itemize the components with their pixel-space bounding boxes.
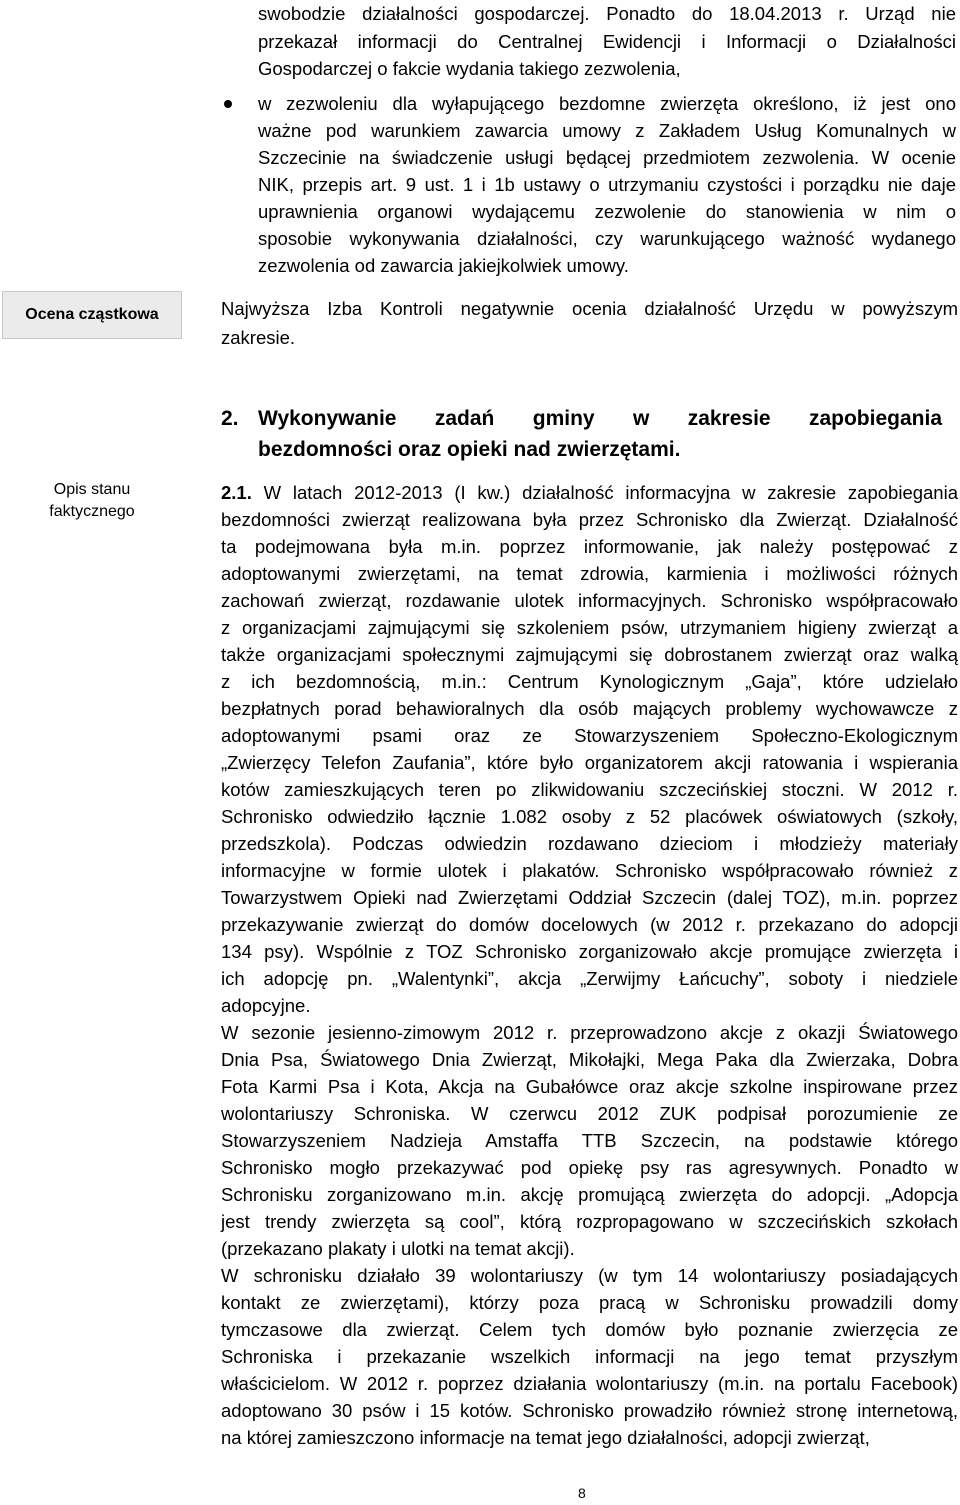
body-text-line: ich adopcję pn. „Walentynki”, akcja „Zerwijmy Łańcuchy”, soboty i niedziele [221, 968, 958, 989]
body-text-line: tymczasowe dla zwierząt. Celem tych domów było poznanie zwierzęcia ze [221, 1319, 958, 1340]
body-text-line: (przekazano plakaty i ulotki na temat akcji). [221, 1238, 575, 1259]
body-text-line: kontakt ze zwierzętami), którzy poza pracą w Schronisku prowadzili domy [221, 1292, 958, 1313]
body-text-line: informacyjne w formie ulotek i plakatów. Schronisko współpracowało również z [221, 860, 958, 881]
body-text-line: ta podejmowana była m.in. poprzez informowanie, jak należy postępować z [221, 536, 958, 557]
body-text-line: z organizacjami zajmującymi się szkoleniem psów, utrzymaniem higieny zwierząt a [221, 617, 958, 638]
section-title-line: Wykonywanie zadań gminy w zakresie zapobiegania [258, 407, 942, 430]
body-text-line: Stowarzyszeniem Nadzieja Amstaffa TTB Szczecin, na podstawie którego [221, 1130, 958, 1151]
body-text-line: Schronisko mogło przekazywać pod opiekę psy ras agresywnych. Ponadto w [221, 1157, 958, 1178]
body-text-line: adoptowano 30 psów i 15 kotów. Schronisko prowadziło również stronę internetową, [221, 1400, 958, 1421]
body-text-line: „Zwierzęcy Telefon Zaufania”, które było organizatorem akcji ratowania i wspierania [221, 752, 958, 773]
factual-state-label [2, 479, 182, 523]
body-text-line: także organizacjami społecznymi zajmującymi się dobrostanem zwierząt oraz walką [221, 644, 958, 665]
top-text-line: Gospodarczej o fakcie wydania takiego zezwolenia, [258, 58, 681, 79]
body-text-line: Schronisku zorganizowano m.in. akcję promującą zwierzęta do adopcji. „Adopcja [221, 1184, 958, 1205]
body-text-line: bezpłatnych porad behawioralnych dla osób mających problemy wychowawcze z [221, 698, 958, 719]
body-text-line: Towarzystwem Opieki nad Zwierzętami Oddział Szczecin (dalej TOZ), m.in. poprzez [221, 887, 958, 908]
bullet-text-line: ważne pod warunkiem zawarcia umowy z Zakładem Usług Komunalnych w [258, 120, 956, 141]
subsection-number: 2.1. [221, 482, 252, 503]
body-text-line: Dnia Psa, Światowego Dnia Zwierząt, Mikołajki, Mega Paka dla Zwierzaka, Dobra [221, 1049, 958, 1070]
body-text-line: adoptowanymi zwierzętami, na temat zdrowia, karmienia i możliwości różnych [221, 563, 958, 584]
section-number: 2. [221, 407, 239, 430]
bullet-text-line: zezwolenia od zawarcia jakiejkolwiek umowy. [258, 255, 629, 276]
page-number: 8 [578, 1485, 586, 1501]
bullet-text-line: sposobie wykonywania działalności, czy warunkującego ważność wydanego [258, 228, 956, 249]
body-text-line: na której zamieszczono informacje na temat jego działalności, adopcji zwierząt, [221, 1427, 870, 1448]
assessment-line: zakresie. [221, 327, 296, 348]
body-text-line: przedszkola). Podczas odwiedzin rozdawano dzieciom i młodzieży materiały [221, 833, 958, 854]
top-text-line: swobodzie działalności gospodarczej. Ponadto do 18.04.2013 r. Urząd nie [258, 3, 956, 24]
body-text-line: 134 psy). Wspólnie z TOZ Schronisko zorganizowało akcje promujące zwierzęta i [221, 941, 958, 962]
side-label-line: faktycznego [49, 503, 135, 520]
body-text-line: właścicielom. W 2012 r. poprzez działania wolontariuszy (m.in. na portalu Facebook) [221, 1373, 958, 1394]
body-text-line: Schroniska i przekazanie wszelkich informacji na jego temat przyszłym [221, 1346, 958, 1367]
section-title-line: bezdomności oraz opieki nad zwierzętami. [258, 438, 681, 461]
bullet-text-line: NIK, przepis art. 9 ust. 1 i 1b ustawy o utrzymaniu czystości i porządku nie daje [258, 174, 956, 195]
body-text-line: przekazywanie zwierząt do domów docelowych (w 2012 r. przekazano do adopcji [221, 914, 958, 935]
body-text-line: Schronisko odwiedziło łącznie 1.082 osoby z 52 placówek oświatowych (szkoły, [221, 806, 958, 827]
body-text-line: z ich bezdomnością, m.in.: Centrum Kynologicznym „Gaja”, które udzielało [221, 671, 958, 692]
body-text-line: W schronisku działało 39 wolontariuszy (w tym 14 wolontariuszy posiadających [221, 1265, 958, 1286]
body-text-line: W sezonie jesienno-zimowym 2012 r. przeprowadzono akcje z okazji Światowego [221, 1022, 958, 1043]
body-text-line: 2.1. W latach 2012-2013 (I kw.) działalność informacyjna w zakresie zapobiegania [221, 482, 958, 503]
bullet-marker [224, 100, 232, 108]
partial-assessment-badge: Ocena cząstkowa [2, 291, 182, 339]
bullet-text-line: w zezwoleniu dla wyłapującego bezdomne zwierzęta określono, iż jest ono [258, 93, 956, 114]
body-text-line: adoptowanymi psami oraz ze Stowarzyszeniem Społeczno-Ekologicznym [221, 725, 958, 746]
side-label-line: Opis stanu [53, 481, 131, 498]
body-text-line: kotów zamieszkujących teren po zlikwidowaniu szczecińskiej stoczni. W 2012 r. [221, 779, 958, 800]
top-text-line: przekazał informacji do Centralnej Ewidencji i Informacji o Działalności [258, 31, 956, 52]
body-text-line: bezdomności zwierząt realizowana była przez Schronisko dla Zwierząt. Działalność [221, 509, 958, 530]
bullet-text-line: Szczecinie na świadczenie usługi będącej przedmiotem zezwolenia. W ocenie [258, 147, 956, 168]
body-text-line: jest trendy zwierzęta są cool”, którą rozpropagowano w szczecińskich szkołach [221, 1211, 958, 1232]
assessment-line: Najwyższa Izba Kontroli negatywnie ocenia działalność Urzędu w powyższym [221, 298, 958, 319]
body-text-line: Fota Karmi Psa i Kota, Akcja na Gubałówce oraz akcje szkolne inspirowane przez [221, 1076, 958, 1097]
body-text-line: zachowań zwierząt, rozdawanie ulotek informacyjnych. Schronisko współpracowało [221, 590, 958, 611]
body-text-line: wolontariuszy Schroniska. W czerwcu 2012 ZUK podpisał porozumienie ze [221, 1103, 958, 1124]
bullet-text-line: uprawnienia organowi wydającemu zezwolenie do stanowienia w nim o [258, 201, 956, 222]
body-text-line: adopcyjne. [221, 995, 311, 1016]
